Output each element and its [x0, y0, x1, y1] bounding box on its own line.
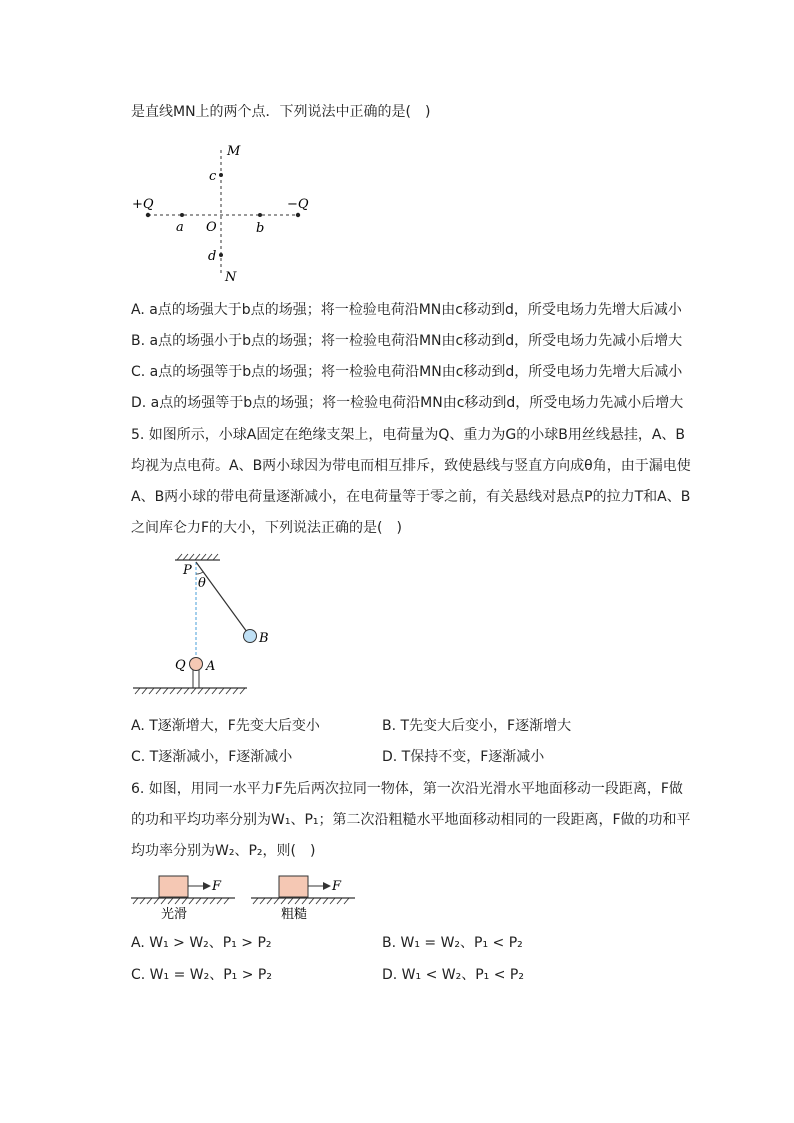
point-b-dot [258, 213, 262, 217]
label-theta: θ [198, 576, 206, 591]
point-c-dot [219, 173, 223, 177]
label-M: M [227, 144, 241, 159]
q4-option-a[interactable]: A. a点的场强大于b点的场强；将一检验电荷沿MN由c移动到d，所受电场力先增大后减小 [131, 302, 682, 318]
q5-stem-line-4: 之间库仑力F的大小，下列说法正确的是( ) [131, 520, 402, 536]
q6-figure [125, 868, 365, 923]
block-rough [279, 876, 308, 897]
label-smooth: 光滑 [161, 907, 188, 922]
q6-option-a[interactable]: A. W₁ > W₂、P₁ > P₂ [131, 935, 272, 951]
q4-stem: 是直线MN上的两个点．下列说法中正确的是( ) [131, 104, 431, 120]
ball-a [190, 658, 203, 671]
q6-stem-line-2: 的功和平均功率分别为W₁、P₁；第二次沿粗糙水平地面移动相同的一段距离，F做的功和平 [131, 812, 691, 828]
q5-figure [125, 550, 285, 700]
label-F-smooth: F [212, 879, 222, 894]
pos-charge-dot [146, 213, 150, 217]
q6-option-c[interactable]: C. W₁ = W₂、P₁ > P₂ [131, 967, 272, 983]
label-A: A [206, 659, 216, 674]
q4-option-c[interactable]: C. a点的场强等于b点的场强；将一检验电荷沿MN由c移动到d，所受电场力先增大后减小 [131, 364, 683, 380]
q5-option-a[interactable]: A. T逐渐增大，F先变大后变小 [131, 718, 320, 734]
label-pos-q: +Q [132, 197, 154, 212]
q6-stem-line-3: 均功率分别为W₂、P₂，则( ) [131, 843, 316, 859]
label-P: P [183, 563, 192, 578]
label-Q: Q [175, 658, 186, 673]
label-neg-q: −Q [287, 197, 309, 212]
theta-arc [196, 572, 203, 574]
block-smooth [159, 876, 188, 897]
q5-stem-line-1: 5. 如图所示，小球A固定在绝缘支架上，电荷量为Q、重力为G的小球B用丝线悬挂，A、B [131, 427, 686, 443]
q5-option-d[interactable]: D. T保持不变，F逐渐减小 [382, 749, 545, 765]
label-N: N [225, 270, 237, 285]
q6-stem-line-1: 6. 如图，用同一水平力F先后两次拉同一物体，第一次沿光滑水平地面移动一段距离，F做 [131, 781, 683, 797]
q6-option-b[interactable]: B. W₁ = W₂、P₁ < P₂ [382, 935, 523, 951]
q5-stem-line-2: 均视为点电荷。A、B两小球因为带电而相互排斥，致使悬线与竖直方向成θ角，由于漏电使 [131, 458, 691, 474]
label-O: O [206, 220, 217, 235]
q4-option-d[interactable]: D. a点的场强等于b点的场强；将一检验电荷沿MN由c移动到d，所受电场力先减小后增大 [131, 395, 684, 411]
label-c: c [209, 169, 217, 184]
point-d-dot [219, 253, 223, 257]
q5-option-b[interactable]: B. T先变大后变小，F逐渐增大 [382, 718, 572, 734]
q4-option-b[interactable]: B. a点的场强小于b点的场强；将一检验电荷沿MN由c移动到d，所受电场力先减小后增大 [131, 333, 683, 349]
q5-stem-line-3: A、B两小球的带电荷量逐渐减小，在电荷量等于零之前，有关悬线对悬点P的拉力T和A、B [131, 489, 691, 505]
label-F-rough: F [332, 879, 342, 894]
label-b: b [256, 221, 265, 236]
q6-option-d[interactable]: D. W₁ < W₂、P₁ < P₂ [382, 967, 524, 983]
q5-option-c[interactable]: C. T逐渐减小，F逐渐减小 [131, 749, 293, 765]
label-d: d [208, 249, 217, 264]
thread [196, 562, 247, 632]
point-a-dot [180, 213, 184, 217]
neg-charge-dot [296, 213, 300, 217]
label-rough: 粗糙 [281, 907, 308, 922]
label-a: a [176, 220, 184, 235]
q4-figure [120, 138, 320, 288]
label-B: B [259, 631, 269, 646]
ball-b [244, 630, 257, 643]
